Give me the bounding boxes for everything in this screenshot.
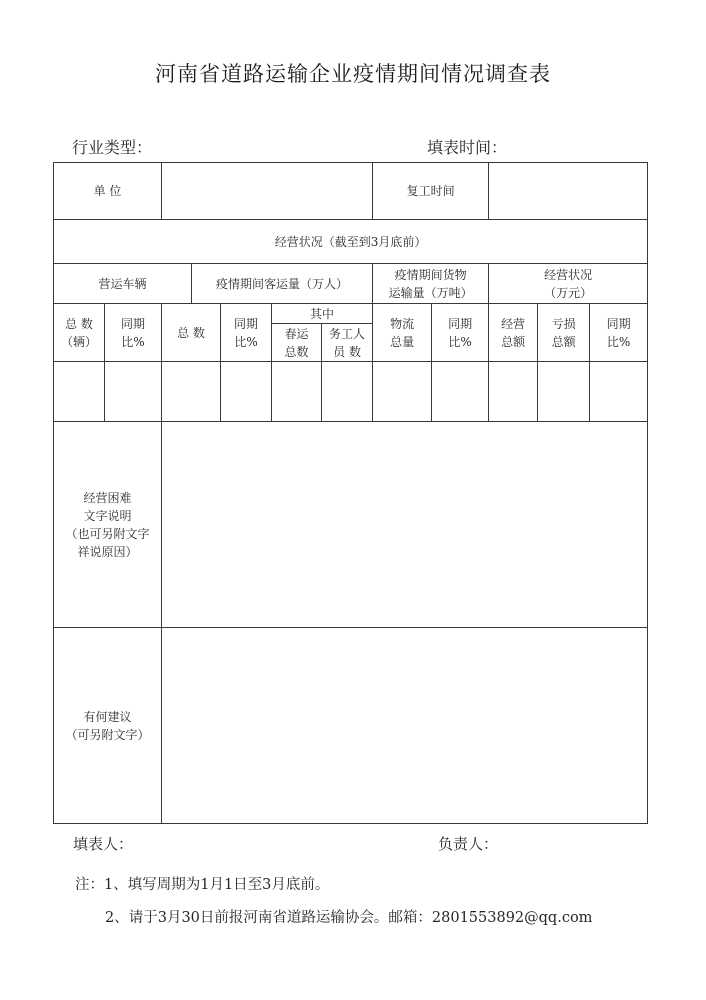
- resume-time-value-cell[interactable]: [489, 163, 648, 220]
- loss-line2: 总额: [551, 334, 576, 349]
- finance-yoy-line2: 比%: [606, 334, 631, 349]
- difficulty-line3: （也可另附文字: [65, 526, 150, 541]
- suggestion-line1: 有何建议: [83, 709, 132, 724]
- passenger-yoy-value[interactable]: [221, 362, 272, 422]
- freight-yoy-value[interactable]: [432, 362, 489, 422]
- spring-total-header: [272, 324, 322, 362]
- vehicle-total-line2: （辆）: [60, 334, 97, 349]
- group-freight-line2: 运输量（万吨）: [388, 285, 473, 300]
- unit-value-cell[interactable]: [162, 163, 373, 220]
- responsible-label: 负责人：: [438, 835, 499, 853]
- difficulty-value-cell[interactable]: [162, 422, 648, 628]
- difficulty-line2: 文字说明: [83, 508, 132, 523]
- logistics-header: [373, 304, 432, 362]
- difficulty-row: [54, 422, 648, 628]
- unit-row: [54, 163, 648, 220]
- revenue-value[interactable]: [489, 362, 538, 422]
- worker-total-value[interactable]: [322, 362, 373, 422]
- group-vehicles: 营运车辆: [54, 264, 192, 304]
- suggestion-line2: （可另附文字）: [65, 727, 150, 742]
- group-freight-line1: 疫情期间货物: [394, 267, 467, 282]
- worker-line2: 员 数: [333, 344, 361, 359]
- difficulty-line1: 经营困难: [83, 490, 132, 505]
- resume-time-label: 复工时间: [373, 163, 489, 220]
- logistics-value[interactable]: [373, 362, 432, 422]
- filler-label: 填表人：: [73, 835, 134, 853]
- passenger-yoy-line1: 同期: [234, 316, 259, 331]
- difficulty-label: [54, 422, 162, 628]
- loss-line1: 亏损: [551, 316, 576, 331]
- vehicle-yoy-line1: 同期: [121, 316, 146, 331]
- loss-header: [538, 304, 590, 362]
- status-section-row: [54, 220, 648, 264]
- vehicle-yoy-header: [105, 304, 162, 362]
- group-finance-line2: （万元）: [544, 285, 593, 300]
- group-finance: [489, 264, 648, 304]
- subheader-row-a: [54, 304, 648, 324]
- unit-label: 单 位: [54, 163, 162, 220]
- spring-total-value[interactable]: [272, 362, 322, 422]
- group-finance-line1: 经营状况: [544, 267, 593, 282]
- among-header: 其中: [272, 304, 373, 324]
- vehicle-total-line1: 总 数: [65, 316, 93, 331]
- note-2: 2、请于3月30日前报河南省道路运输协会。邮箱：2801553892@qq.com: [105, 910, 593, 926]
- freight-yoy-header: [432, 304, 489, 362]
- group-freight: [373, 264, 489, 304]
- logistics-line1: 物流: [390, 316, 415, 331]
- revenue-header: [489, 304, 538, 362]
- revenue-line1: 经营: [501, 316, 526, 331]
- revenue-line2: 总额: [501, 334, 526, 349]
- suggestion-row: [54, 628, 648, 824]
- finance-yoy-line1: 同期: [606, 316, 631, 331]
- vehicle-total-header: [54, 304, 105, 362]
- vehicle-yoy-line2: 比%: [121, 334, 145, 349]
- freight-yoy-line2: 比%: [448, 334, 472, 349]
- passenger-total-value[interactable]: [162, 362, 221, 422]
- survey-table: [53, 162, 648, 824]
- spring-line2: 总数: [284, 344, 309, 359]
- finance-yoy-value[interactable]: [590, 362, 648, 422]
- group-header-row: [54, 264, 648, 304]
- vehicle-total-value[interactable]: [54, 362, 105, 422]
- spring-line1: 春运: [284, 326, 309, 341]
- loss-value[interactable]: [538, 362, 590, 422]
- passenger-yoy-line2: 比%: [234, 334, 258, 349]
- note-1: 注：1、填写周期为1月1日至3月底前。: [75, 877, 330, 893]
- difficulty-line4: 祥说原因）: [77, 544, 138, 559]
- worker-line1: 务工人: [329, 326, 366, 341]
- fill-time-label: 填表时间：: [427, 138, 508, 157]
- finance-yoy-header: [590, 304, 648, 362]
- worker-total-header: [322, 324, 373, 362]
- suggestion-value-cell[interactable]: [162, 628, 648, 824]
- industry-type-label: 行业类型：: [72, 138, 153, 157]
- vehicle-yoy-value[interactable]: [105, 362, 162, 422]
- logistics-line2: 总量: [390, 334, 415, 349]
- status-section-title: 经营状况（截至到3月底前）: [54, 220, 648, 264]
- passenger-yoy-header: [221, 304, 272, 362]
- suggestion-label: [54, 628, 162, 824]
- freight-yoy-line1: 同期: [448, 316, 473, 331]
- passenger-total-header: 总 数: [162, 304, 221, 362]
- group-passenger: 疫情期间客运量（万人）: [192, 264, 373, 304]
- form-title: 河南省道路运输企业疫情期间情况调查表: [155, 62, 551, 86]
- data-entry-row: [54, 362, 648, 422]
